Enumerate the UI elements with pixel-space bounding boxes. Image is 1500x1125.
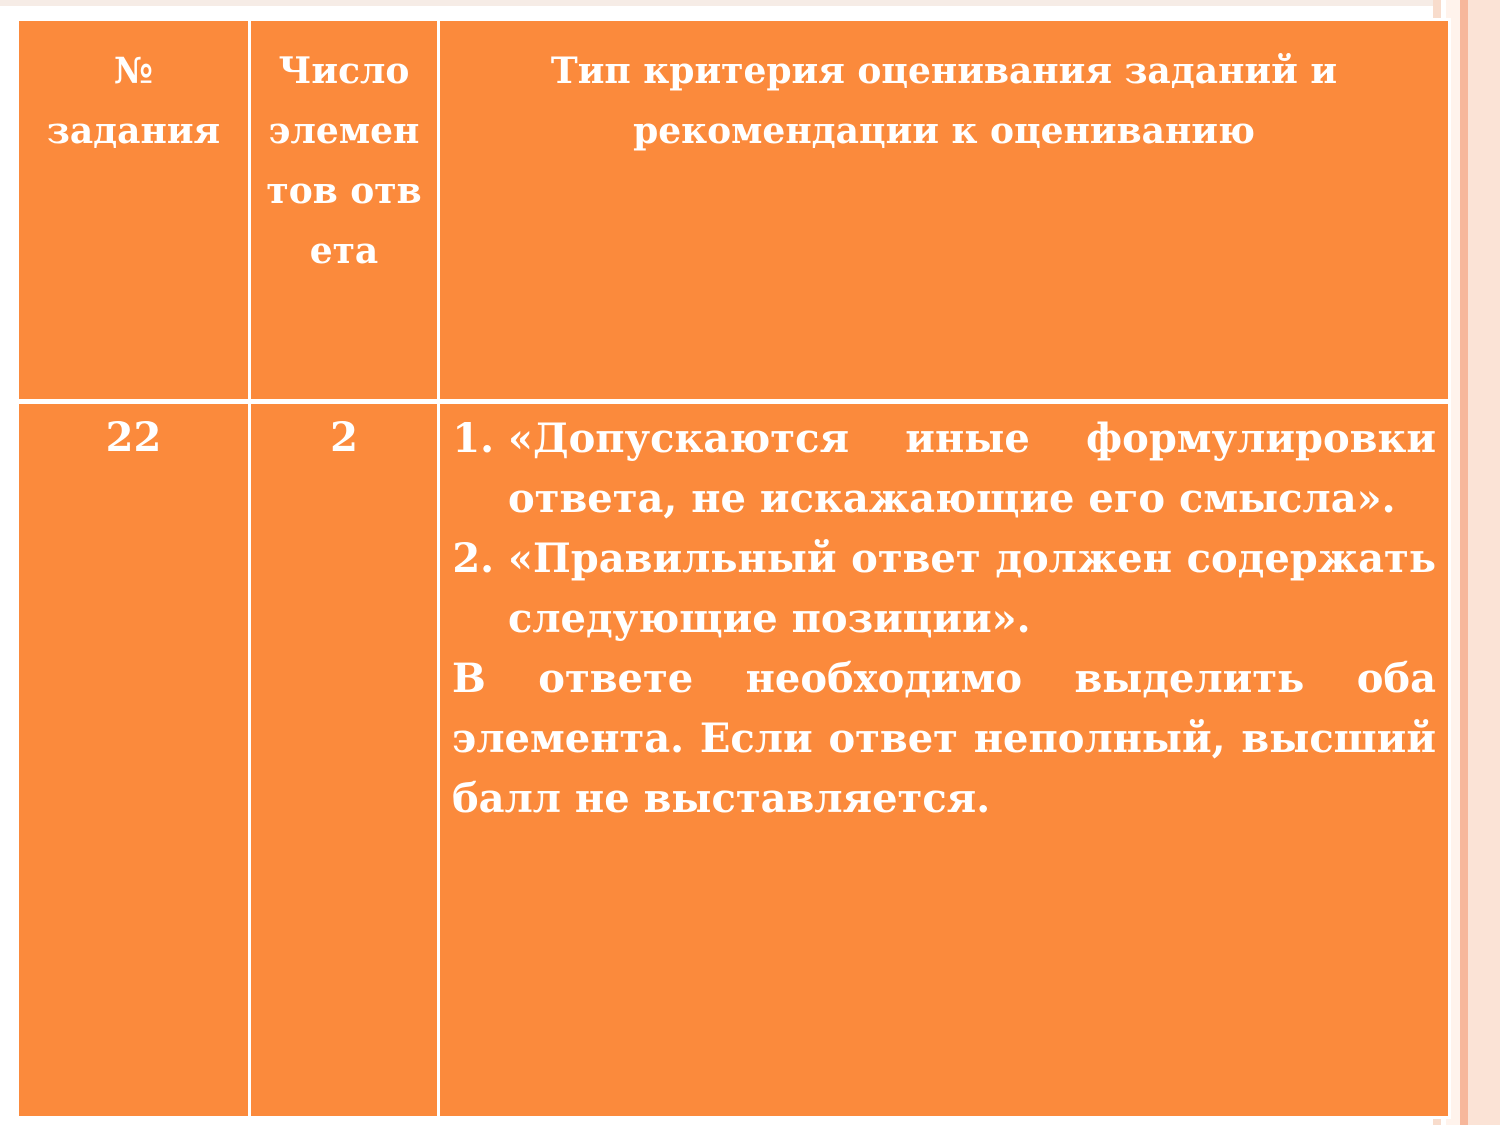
top-border xyxy=(0,0,1433,6)
criteria-table xyxy=(16,18,1451,1119)
table-row xyxy=(18,402,1450,1118)
criteria-item: 2. «Правильный ответ должен содержать следующие позиции». xyxy=(508,529,1436,649)
decor-stripe xyxy=(1460,0,1468,1125)
decor-stripe xyxy=(1468,0,1500,1125)
criteria-note: В ответе необходимо выделить оба элемента. Если ответ неполный, высший балл не выставляется. xyxy=(452,655,1436,822)
header-row xyxy=(18,20,1450,402)
cell-criteria xyxy=(439,402,1450,1118)
criteria-item: 1. «Допускаются иные формулировки ответа, не искажающие его смысла». xyxy=(508,409,1436,529)
header-elements-count: Число элементов ответа xyxy=(250,20,439,402)
cell-task-number: 22 xyxy=(18,402,250,1118)
header-criteria: Тип критерия оценивания заданий и рекомендации к оцениванию xyxy=(439,20,1450,402)
criteria-list xyxy=(452,409,1436,649)
cell-elements-count: 2 xyxy=(250,402,439,1118)
header-task-number: № задания xyxy=(18,20,250,402)
